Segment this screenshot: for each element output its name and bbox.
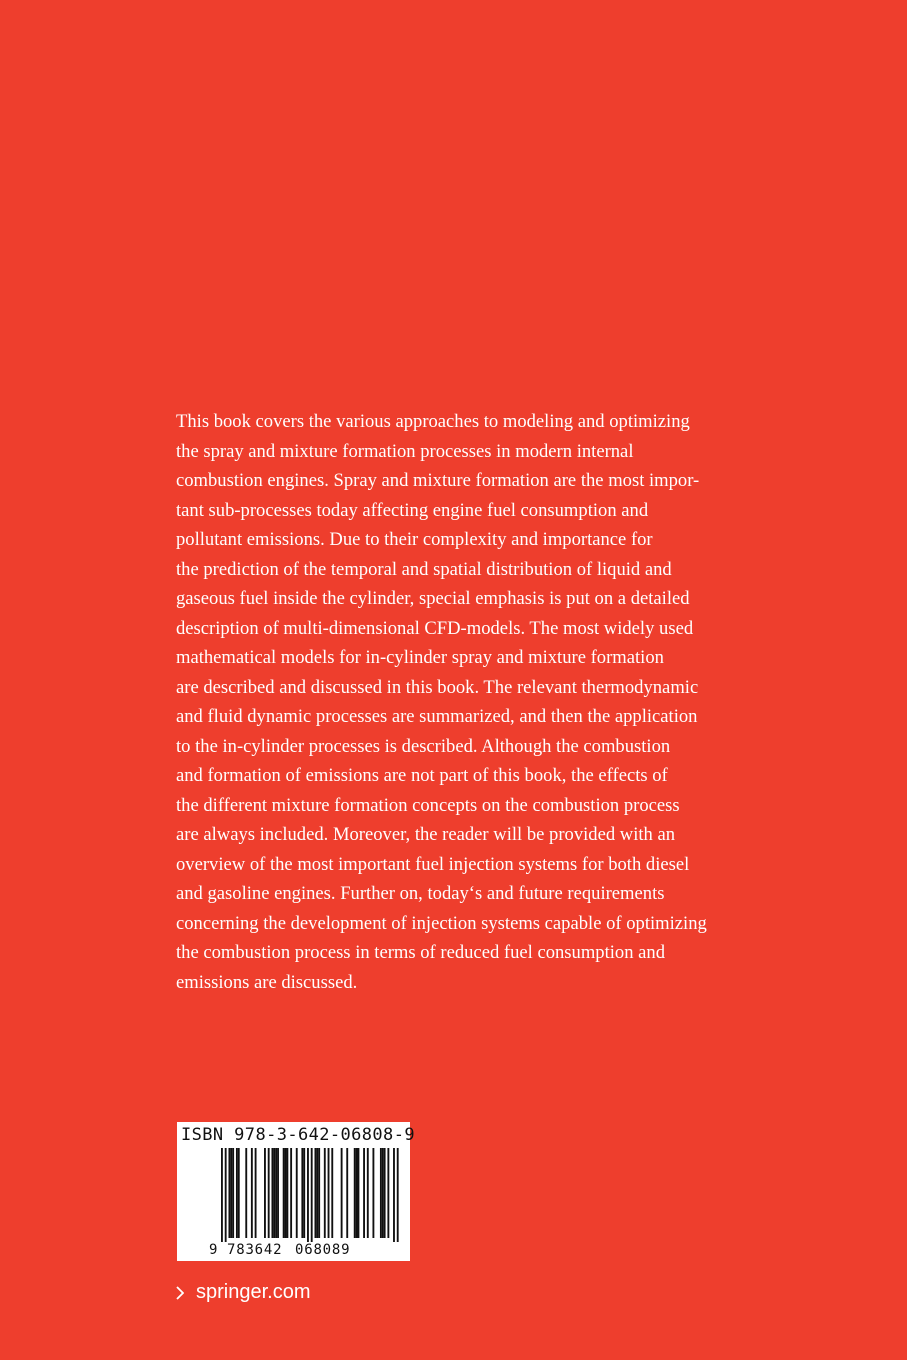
description-line: to the in-cylinder processes is described. Although the combustion: [176, 735, 671, 757]
barcode-bar: [341, 1148, 343, 1238]
barcode-bar: [255, 1148, 257, 1238]
barcode-bar: [283, 1148, 285, 1238]
barcode-bar: [245, 1148, 247, 1238]
barcode-bar: [311, 1148, 313, 1242]
description-line: concerning the development of injection systems capable of optimizing: [176, 912, 707, 934]
chevron-right-icon: [176, 1286, 184, 1300]
barcode-bar: [307, 1148, 309, 1242]
description-line: the spray and mixture formation processes in modern internal: [176, 440, 634, 462]
barcode-bar: [303, 1148, 305, 1238]
springer-link-text: springer.com: [196, 1281, 311, 1303]
description-line: are always included. Moreover, the reader will be provided with an: [176, 824, 676, 845]
book-description: [176, 407, 756, 997]
description-line: and formation of emissions are not part of this book, the effects of: [176, 765, 668, 786]
springer-link[interactable]: [176, 1281, 311, 1304]
barcode-bar: [397, 1148, 399, 1242]
barcode-bar: [285, 1148, 287, 1238]
description-line: and fluid dynamic processes are summarized, and then the application: [176, 706, 698, 727]
ean-first-digit: 9: [209, 1242, 218, 1258]
barcode-bar: [356, 1148, 358, 1238]
ean-left-digits: 783642: [227, 1242, 283, 1258]
isbn-barcode-box: [177, 1122, 415, 1261]
description-line: mathematical models for in-cylinder spray and mixture formation: [176, 647, 664, 668]
barcode-bar: [315, 1148, 317, 1238]
barcode-bar: [367, 1148, 369, 1238]
barcode-bar: [328, 1148, 330, 1238]
barcode-bar: [301, 1148, 303, 1238]
barcode-bar: [290, 1148, 292, 1238]
description-line: are described and discussed in this book. The relevant thermodynamic: [176, 676, 699, 698]
description-line: emissions are discussed.: [176, 971, 358, 993]
barcode-bar: [286, 1148, 288, 1238]
description-line: pollutant emissions. Due to their complexity and importance for: [176, 529, 653, 550]
barcode-bar: [228, 1148, 230, 1238]
description-line: tant sub-processes today affecting engine fuel consumption and: [176, 499, 649, 521]
barcode-bar: [230, 1148, 232, 1238]
barcode-bar: [251, 1148, 253, 1238]
description-line: the prediction of the temporal and spatial distribution of liquid and: [176, 558, 672, 580]
description-line: gaseous fuel inside the cylinder, special emphasis is put on a detailed: [176, 588, 690, 609]
description-line: and gasoline engines. Further on, today‘s and future requirements: [176, 883, 665, 904]
barcode-bar: [346, 1148, 348, 1238]
description-line: combustion engines. Spray and mixture formation are the most impor-: [176, 470, 700, 491]
barcode-bar: [296, 1148, 298, 1238]
description-line: the different mixture formation concepts on the combustion process: [176, 794, 680, 816]
barcode-bar: [268, 1148, 270, 1238]
barcode-bar: [277, 1148, 279, 1238]
description-line: This book covers the various approaches to modeling and optimizing: [176, 411, 690, 432]
barcode-bar: [264, 1148, 266, 1238]
barcode-bar: [271, 1148, 273, 1238]
barcode-bar: [225, 1148, 227, 1242]
barcode-bar: [380, 1148, 382, 1238]
barcode-bar: [232, 1148, 234, 1238]
barcode-bar: [393, 1148, 395, 1242]
description-line: overview of the most important fuel injection systems for both diesel: [176, 853, 690, 875]
barcode-bar: [382, 1148, 384, 1238]
barcode-bar: [354, 1148, 356, 1238]
description-line: description of multi-dimensional CFD-models. The most widely used: [176, 617, 694, 639]
barcode-bar: [275, 1148, 277, 1238]
barcode-bars: [177, 1146, 410, 1242]
barcode-bar: [221, 1148, 223, 1242]
barcode-bar: [316, 1148, 318, 1238]
barcode-bar: [372, 1148, 374, 1238]
barcode-bar: [331, 1148, 333, 1238]
barcode-bar: [358, 1148, 360, 1238]
barcode-bar: [384, 1148, 386, 1238]
barcode-bar: [318, 1148, 320, 1238]
barcode-bar: [273, 1148, 275, 1238]
ean-right-digits: 068089: [295, 1242, 351, 1258]
barcode-bar: [324, 1148, 326, 1238]
barcode-bar: [238, 1148, 240, 1238]
description-line: the combustion process in terms of reduced fuel consumption and: [176, 942, 666, 963]
barcode-bar: [236, 1148, 238, 1238]
barcode-bar: [387, 1148, 389, 1238]
barcode-bar: [363, 1148, 365, 1238]
isbn-label: ISBN 978-3-642-06808-9: [181, 1125, 415, 1145]
